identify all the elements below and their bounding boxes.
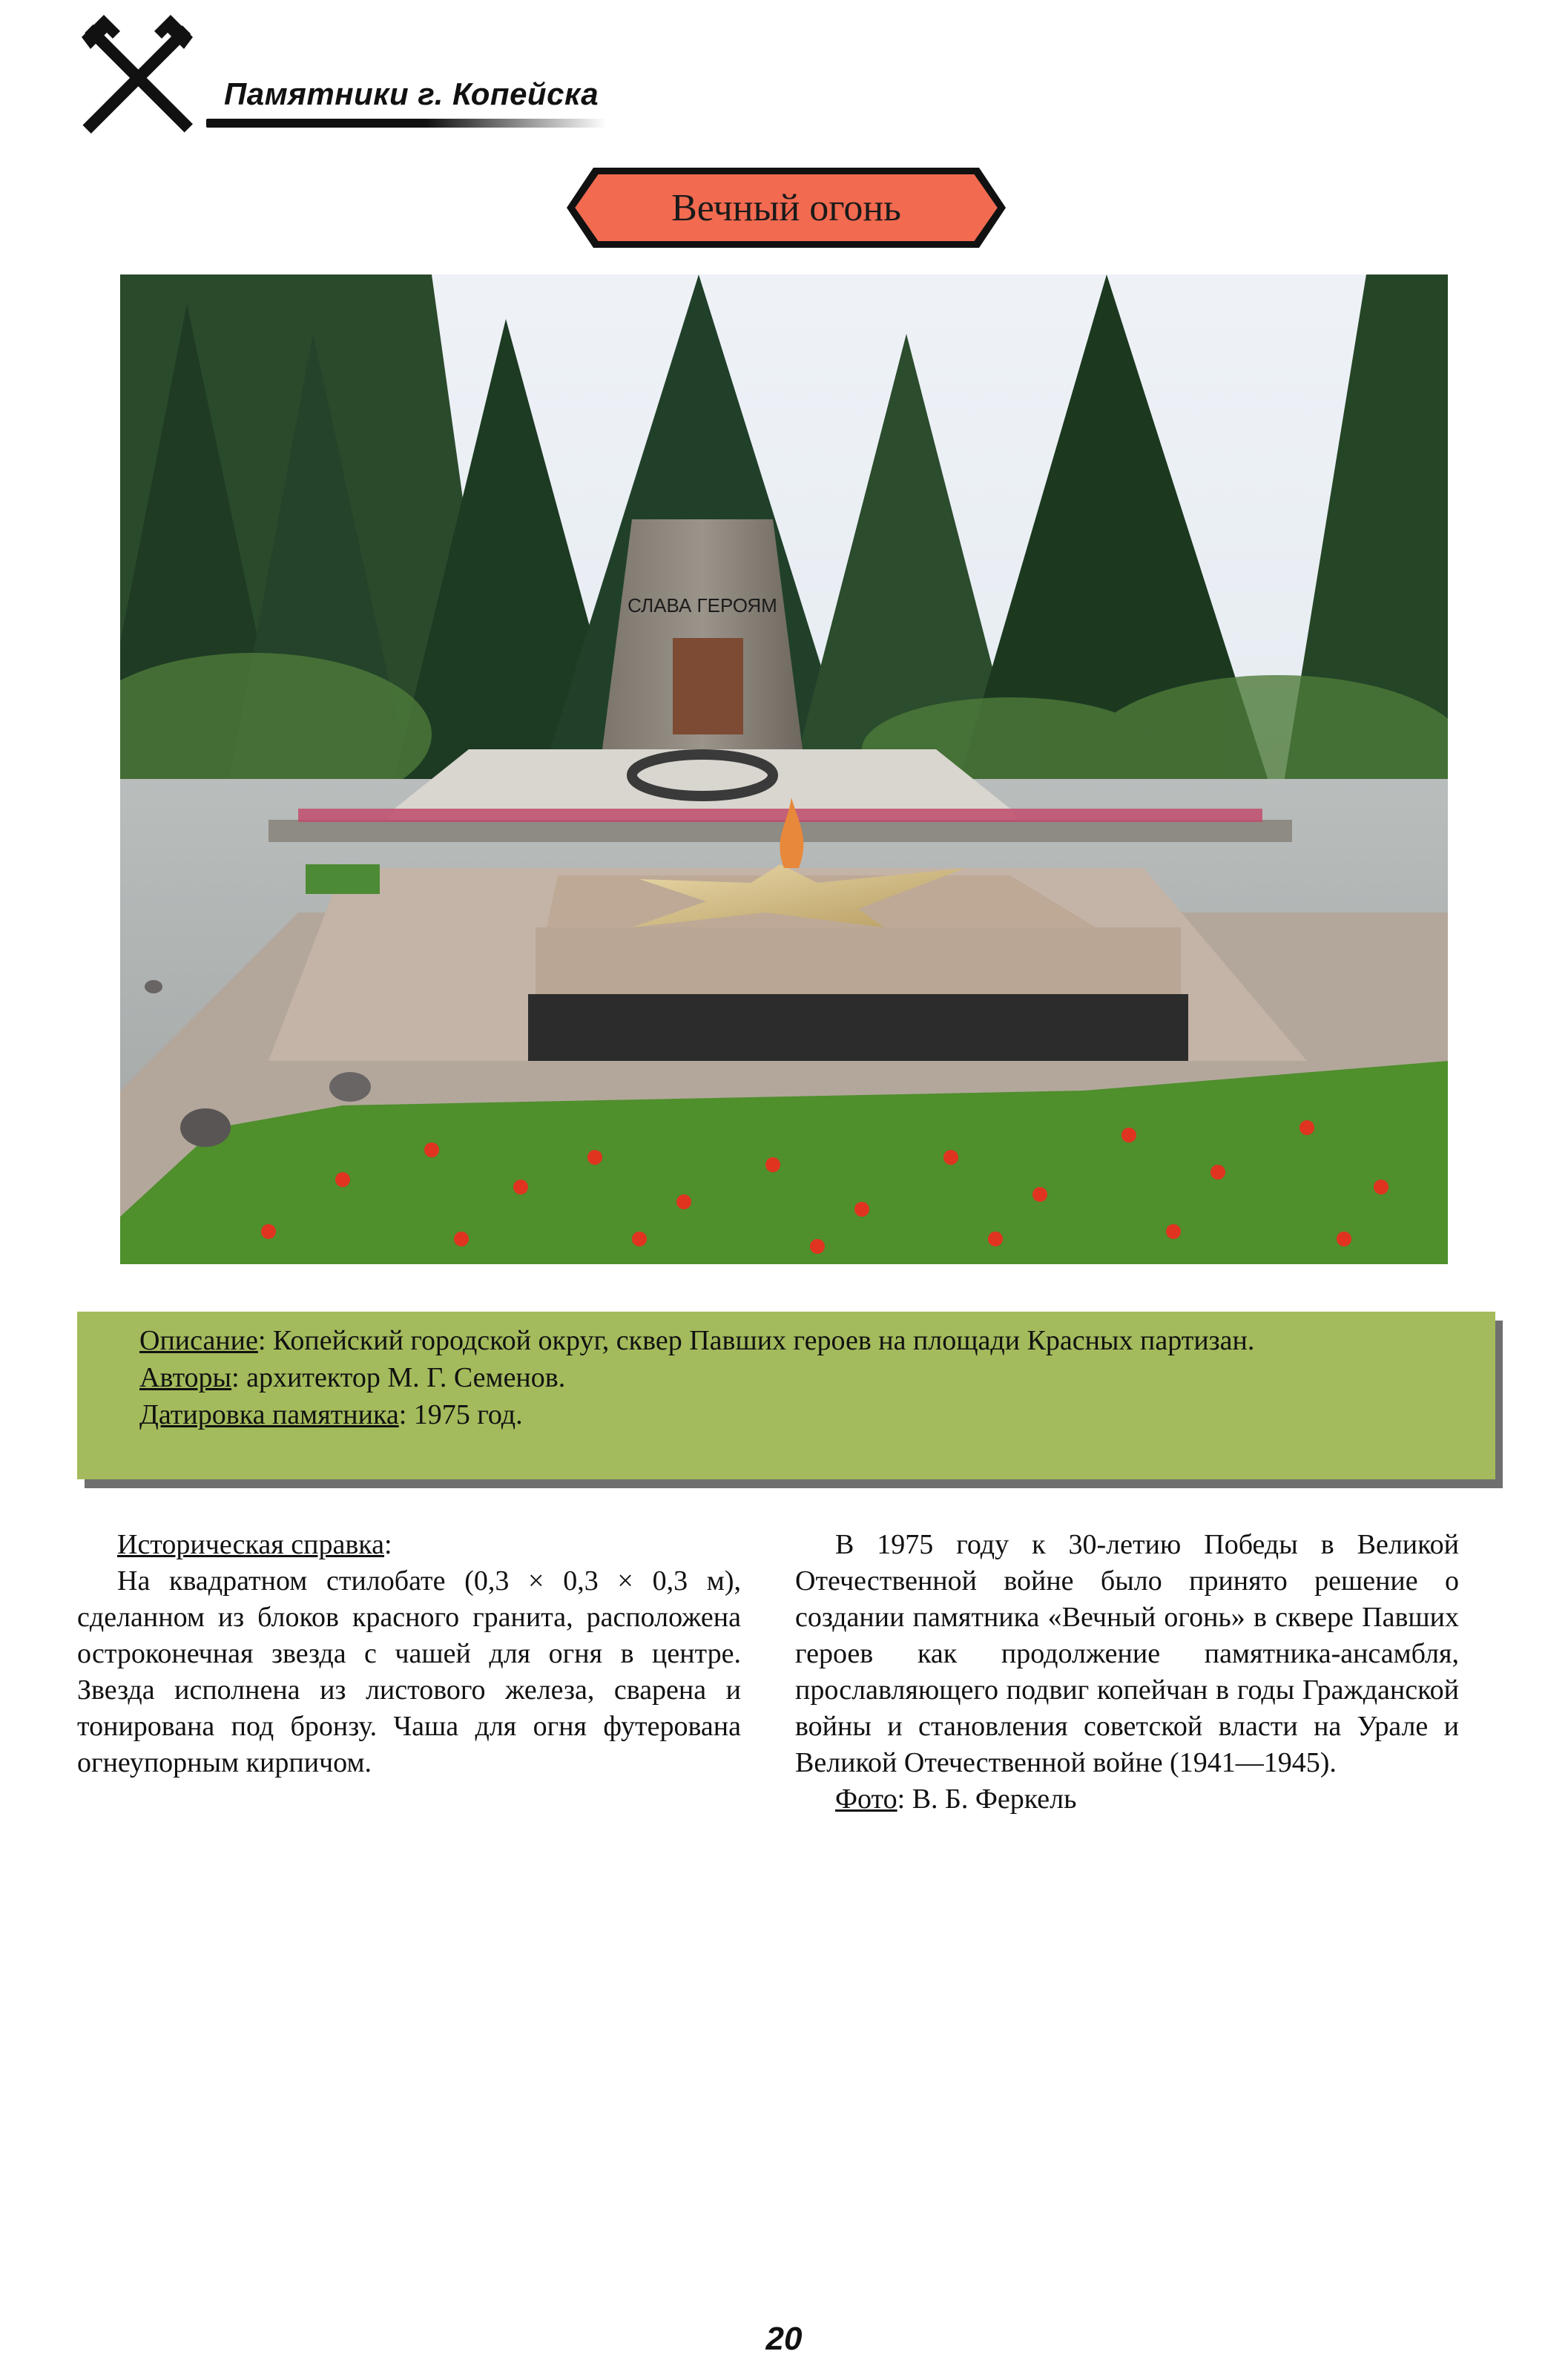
historical-heading-label: Историческая справка — [117, 1529, 385, 1560]
photo-credit-text: : В. Б. Феркель — [897, 1783, 1077, 1815]
photo-credit-label: Фото — [835, 1783, 897, 1815]
page-number: 20 — [765, 2321, 803, 2357]
historical-heading — [77, 1527, 741, 1563]
page-title: Вечный огонь — [671, 186, 901, 229]
history-body: В 1975 году к 30-летию Победы в Великой Отечественной войне было принято решение о создании памятника «Вечный огонь» в сквере Павших героев как продолжение памятника-ансамбля, прославляющего подвиг копейчан в годы Гражданской войны и становления советской власти на Урале и Великой Отечественной войне (1941—1945). — [795, 1529, 1459, 1778]
authors-text: : архитектор М. Г. Семенов. — [231, 1362, 566, 1393]
series-title: Памятники г. Копейска — [224, 76, 599, 111]
photo-credit-line — [795, 1781, 1459, 1818]
series-underline — [206, 119, 607, 128]
authors-line — [99, 1359, 1473, 1396]
date-text: : 1975 год. — [398, 1399, 523, 1430]
inscription-text: СЛАВА ГЕРОЯМ — [627, 594, 777, 617]
description-text: : Копейский городской округ, сквер Павших героев на площади Красных партизан. — [257, 1325, 1255, 1356]
authors-label: Авторы — [139, 1362, 232, 1393]
historical-heading-suffix: : — [384, 1529, 392, 1560]
right-column — [795, 1527, 1459, 1818]
historical-body: На квадратном стилобате (0,3 × 0,3 × 0,3 м), сделанном из блоков красного гранита, расположена остроконечная звезда с чашей для огня в центре. Звезда исполнена из листового железа, сварена и тонирована под бронзу. Чаша для огня футерована огнеупорным кирпичом. — [77, 1565, 741, 1778]
date-label: Датировка памятника — [139, 1399, 399, 1430]
memorial-photo — [120, 274, 1448, 1264]
info-box — [77, 1312, 1495, 1479]
description-label: Описание — [139, 1325, 258, 1356]
crossed-hammers-icon — [74, 15, 200, 141]
left-column — [77, 1527, 741, 1781]
date-line — [99, 1396, 1473, 1433]
description-line — [99, 1322, 1473, 1359]
